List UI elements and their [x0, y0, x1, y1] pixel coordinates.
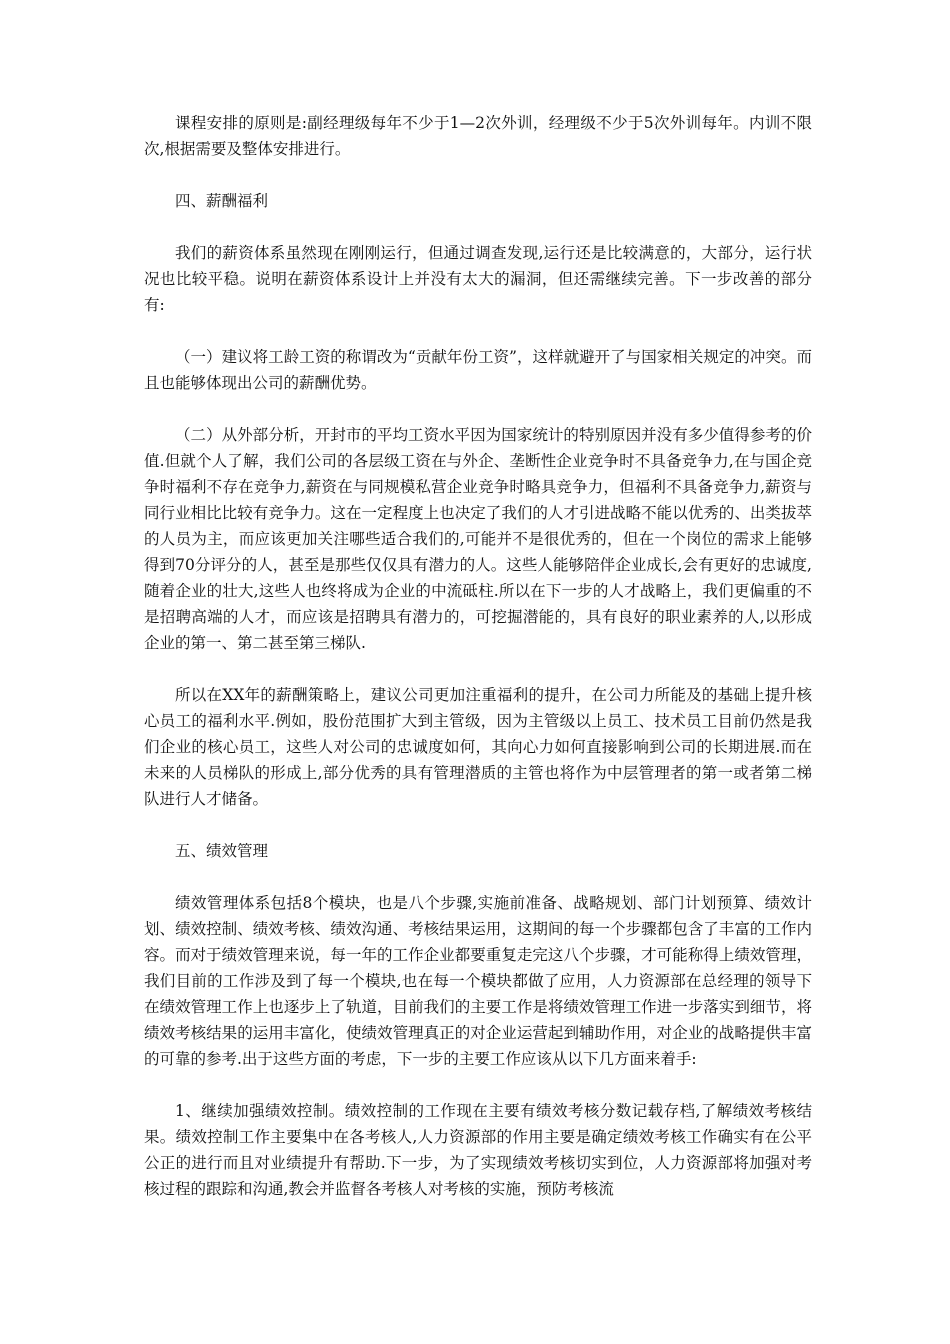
paragraph-gap	[144, 656, 812, 682]
paragraph-gap	[144, 1072, 812, 1098]
paragraph-course-arrangement: 课程安排的原则是:副经理级每年不少于1—2次外训，经理级不少于5次外训每年。内训不限次,根据需要及整体安排进行。	[144, 114, 812, 158]
paragraph-gap	[144, 396, 812, 422]
paragraph-performance-control: 1、继续加强绩效控制。绩效控制的工作现在主要有绩效考核分数记载存档,了解绩效考核结果。绩效控制工作主要集中在各考核人,人力资源部的作用主要是确定绩效考核工作确实有在公平公正的进行而且对业绩提升有帮助.下一步，为了实现绩效考核切实到位，人力资源部将加强对考核过程的跟踪和沟通,教会并监督各考核人对考核的实施，预防考核流	[144, 1102, 812, 1198]
paragraph-compensation-strategy: 所以在XX年的薪酬策略上，建议公司更加注重福利的提升，在公司力所能及的基础上提升核心员工的福利水平.例如，股份范围扩大到主管级，因为主管级以上员工、技术员工目前仍然是我们企业的核心员工，这些人对公司的忠诚度如何，其向心力如何直接影响到公司的长期进展.而在未来的人员梯队的形成上,部分优秀的具有管理潜质的主管也将作为中层管理者的第一或者第二梯队进行人才储备。	[144, 686, 812, 808]
paragraph-gap	[144, 864, 812, 890]
paragraph-item-two: （二）从外部分析，开封市的平均工资水平因为国家统计的特别原因并没有多少值得参考的价值.但就个人了解，我们公司的各层级工资在与外企、垄断性企业竞争时不具备竞争力,在与国企竞争时福利不存在竞争力,薪资在与同规模私营企业竞争时略具竞争力，但福利不具备竞争力,薪资与同行业相比比较有竞争力。这在一定程度上也决定了我们的人才引进战略不能以优秀的、出类拔萃的人员为主，而应该更加关注哪些适合我们的,可能并不是很优秀的，但在一个岗位的需求上能够得到70分评分的人，甚至是那些仅仅具有潜力的人。这些人能够陪伴企业成长,会有更好的忠诚度,随着企业的壮大,这些人也终将成为企业的中流砥柱.所以在下一步的人才战略上，我们更偏重的不是招聘高端的人才，而应该是招聘具有潜力的，可挖掘潜能的，具有良好的职业素养的人,以形成企业的第一、第二甚至第三梯队.	[144, 426, 812, 652]
section-heading-compensation: 四、薪酬福利	[175, 192, 269, 210]
paragraph-gap	[144, 812, 812, 838]
paragraph-gap	[144, 318, 812, 344]
paragraph-salary-system: 我们的薪资体系虽然现在刚刚运行，但通过调查发现,运行还是比较满意的，大部分，运行状况也比较平稳。说明在薪资体系设计上并没有太大的漏洞，但还需继续完善。下一步改善的部分有:	[144, 244, 812, 314]
paragraph-performance-system: 绩效管理体系包括8个模块，也是八个步骤,实施前准备、战略规划、部门计划预算、绩效计划、绩效控制、绩效考核、绩效沟通、考核结果运用，这期间的每一个步骤都包含了丰富的工作内容。而对于绩效管理来说，每一年的工作企业都要重复走完这八个步骤，才可能称得上绩效管理，我们目前的工作涉及到了每一个模块,也在每一个模块都做了应用，人力资源部在总经理的领导下在绩效管理工作上也逐步上了轨道，目前我们的主要工作是将绩效管理工作进一步落实到细节，将绩效考核结果的运用丰富化，使绩效管理真正的对企业运营起到辅助作用，对企业的战略提供丰富的可靠的参考.出于这些方面的考虑，下一步的主要工作应该从以下几方面来着手:	[144, 894, 812, 1068]
document-body	[144, 110, 812, 1202]
paragraph-gap	[144, 214, 812, 240]
paragraph-gap	[144, 162, 812, 188]
section-heading-performance: 五、绩效管理	[175, 842, 269, 860]
paragraph-item-one: （一）建议将工龄工资的称谓改为“贡献年份工资”，这样就避开了与国家相关规定的冲突。而且也能够体现出公司的薪酬优势。	[144, 348, 812, 392]
